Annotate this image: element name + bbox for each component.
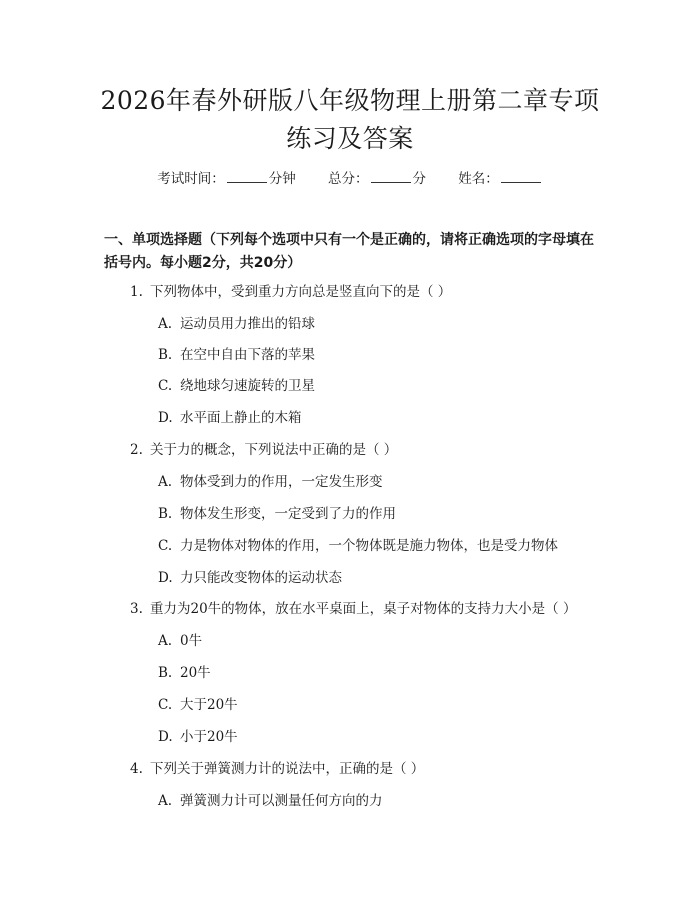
question-1-option-c (158, 376, 315, 396)
section-heading-single-choice: 一、单项选择题（下列每个选项中只有一个是正确的，请将正确选项的字母填在括号内。每小题2分，共20分） (104, 232, 594, 271)
option-text: 小于20牛 (180, 729, 238, 745)
option-text: 绕地球匀速旋转的卫星 (180, 378, 315, 394)
question-2 (130, 440, 397, 460)
question-1 (130, 282, 451, 302)
option-letter: C. (158, 378, 173, 394)
exam-name-field (458, 167, 543, 187)
option-text: 水平面上静止的木箱 (180, 410, 302, 426)
option-letter: B. (158, 347, 173, 363)
option-letter: A. (158, 474, 173, 490)
exam-name-blank[interactable] (501, 169, 541, 183)
option-text: 大于20牛 (180, 697, 238, 713)
exam-score-blank[interactable] (371, 169, 411, 183)
option-text: 运动员用力推出的铅球 (180, 316, 315, 332)
document-title-line-2: 练习及答案 (286, 124, 414, 153)
option-text: 在空中自由下落的苹果 (180, 347, 315, 363)
question-2-option-c (158, 536, 558, 556)
option-text: 20牛 (180, 665, 211, 681)
question-3-option-a (158, 631, 202, 651)
question-number: 2. (130, 442, 143, 458)
exam-time-unit: 分钟 (268, 171, 296, 187)
option-letter: C. (158, 538, 173, 554)
option-letter: B. (158, 506, 173, 522)
question-number: 3. (130, 601, 143, 617)
question-3-option-c (158, 695, 238, 715)
exam-time-label: 考试时间： (157, 171, 225, 187)
question-text: 重力为20牛的物体，放在水平桌面上，桌子对物体的支持力大小是（ ） (150, 601, 577, 617)
question-1-option-d (158, 408, 302, 428)
option-letter: A. (158, 793, 173, 809)
question-3-option-d (158, 727, 238, 747)
option-text: 物体发生形变，一定受到了力的作用 (180, 506, 396, 522)
exam-time-field (157, 167, 296, 187)
question-1-option-b (158, 345, 315, 365)
question-text: 关于力的概念，下列说法中正确的是（ ） (150, 442, 398, 458)
exam-score-field (328, 167, 426, 187)
exam-name-label: 姓名： (458, 171, 499, 187)
option-letter: D. (158, 729, 173, 745)
question-text: 下列关于弹簧测力计的说法中，正确的是（ ） (150, 761, 425, 777)
exam-info-row (0, 167, 700, 187)
question-number: 1. (130, 284, 143, 300)
question-4 (130, 759, 424, 779)
question-2-option-b (158, 504, 396, 524)
option-letter: C. (158, 697, 173, 713)
question-2-option-a (158, 472, 383, 492)
question-3 (130, 599, 576, 619)
question-2-option-d (158, 568, 342, 588)
exam-score-label: 总分： (328, 171, 369, 187)
option-text: 0牛 (180, 633, 203, 649)
option-text: 力是物体对物体的作用，一个物体既是施力物体，也是受力物体 (180, 538, 558, 554)
option-letter: A. (158, 633, 173, 649)
option-letter: D. (158, 410, 173, 426)
option-text: 物体受到力的作用，一定发生形变 (180, 474, 383, 490)
question-text: 下列物体中，受到重力方向总是竖直向下的是（ ） (150, 284, 452, 300)
option-letter: B. (158, 665, 173, 681)
question-4-option-a (158, 791, 383, 811)
option-letter: A. (158, 316, 173, 332)
exam-score-unit: 分 (412, 171, 426, 187)
option-text: 力只能改变物体的运动状态 (180, 570, 342, 586)
question-3-option-b (158, 663, 211, 683)
option-letter: D. (158, 570, 173, 586)
question-1-option-a (158, 314, 315, 334)
option-text: 弹簧测力计可以测量任何方向的力 (180, 793, 383, 809)
question-number: 4. (130, 761, 143, 777)
document-title-line-1: 2026年春外研版八年级物理上册第二章专项 (100, 86, 600, 115)
exam-time-blank[interactable] (227, 169, 267, 183)
